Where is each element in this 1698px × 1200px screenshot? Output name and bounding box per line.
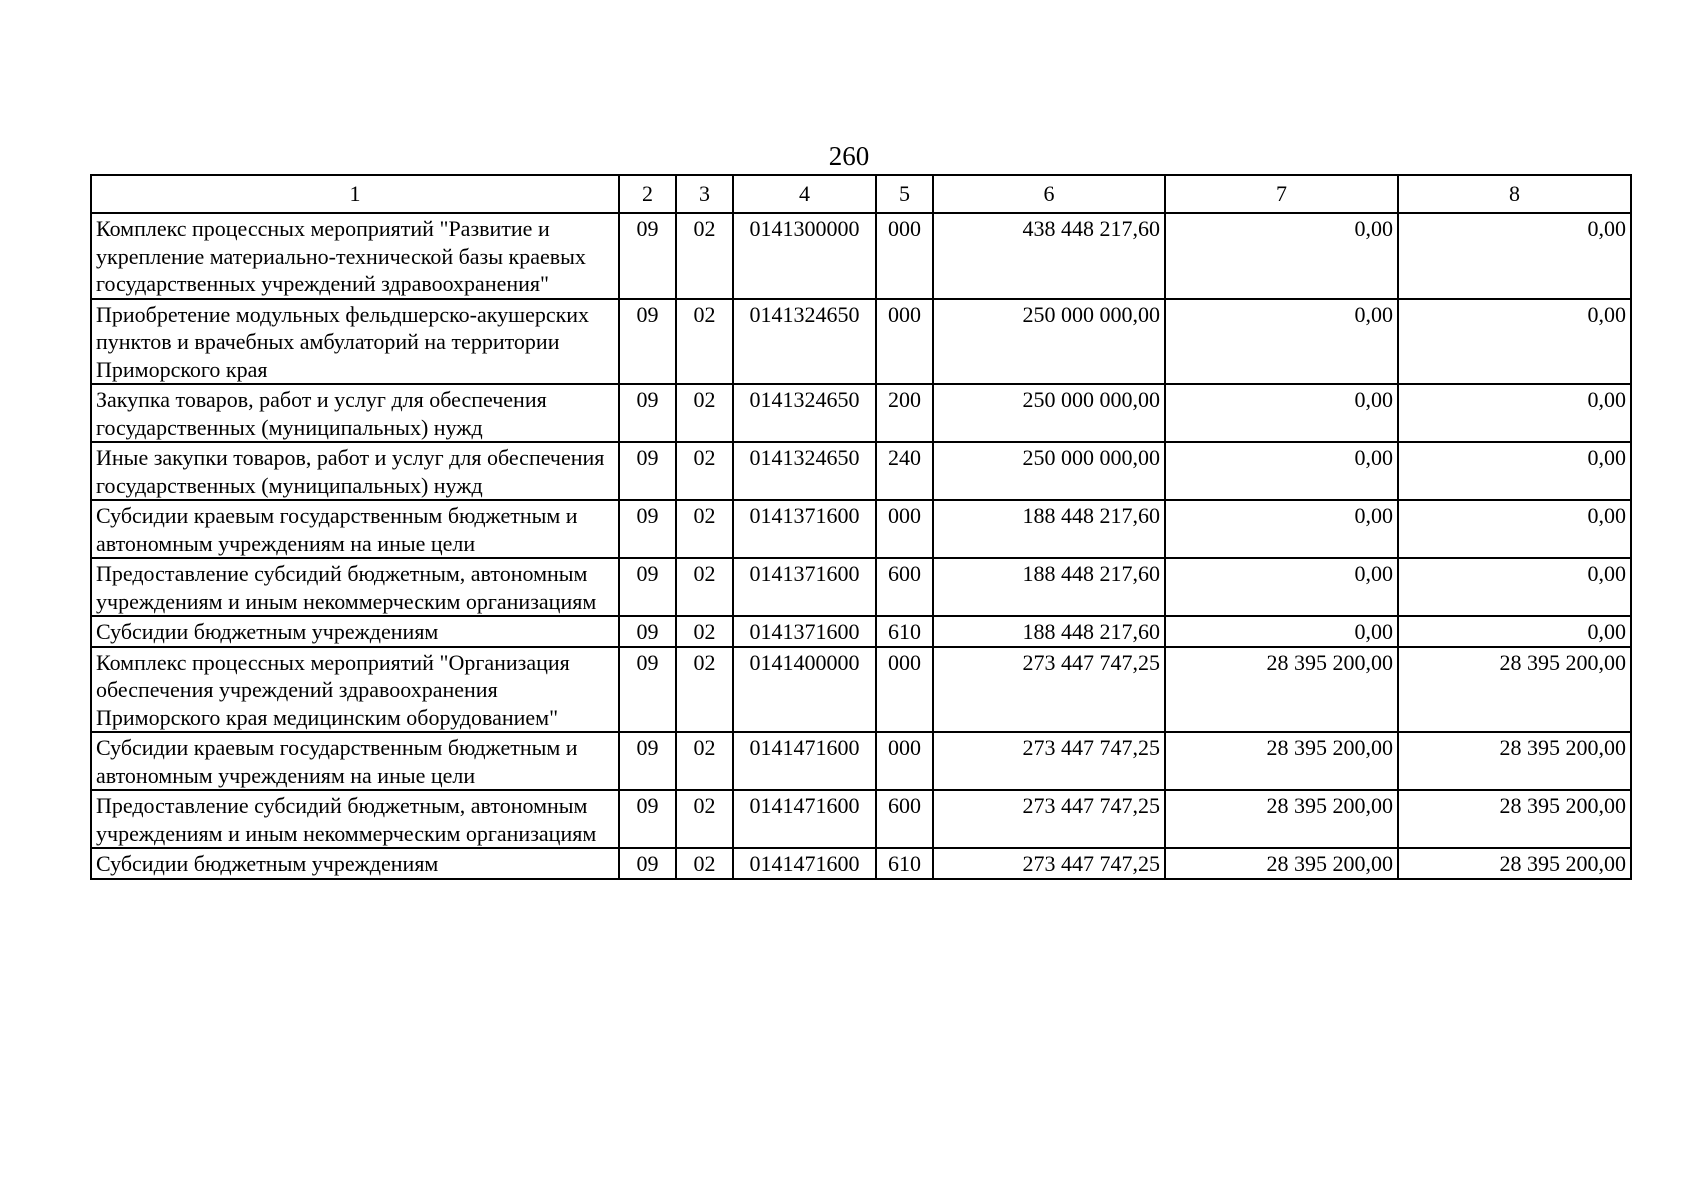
amount-col6-cell: 273 447 747,25 — [933, 790, 1165, 848]
amount-col7-cell: 0,00 — [1165, 616, 1398, 647]
page-number: 260 — [828, 141, 870, 171]
subsection-code-cell: 02 — [676, 790, 733, 848]
expense-type-cell: 610 — [876, 848, 933, 879]
target-article-cell: 0141471600 — [733, 790, 876, 848]
expense-type-cell: 000 — [876, 299, 933, 385]
amount-col7-cell: 0,00 — [1165, 442, 1398, 500]
column-header: 7 — [1165, 175, 1398, 213]
amount-col8-cell: 0,00 — [1398, 616, 1631, 647]
amount-col7-cell: 28 395 200,00 — [1165, 848, 1398, 879]
subsection-code-cell: 02 — [676, 558, 733, 616]
table-row — [91, 442, 1631, 500]
amount-col8-cell: 28 395 200,00 — [1398, 647, 1631, 733]
amount-col6-cell: 273 447 747,25 — [933, 647, 1165, 733]
table-row — [91, 384, 1631, 442]
subsection-code-cell: 02 — [676, 500, 733, 558]
expense-type-cell: 610 — [876, 616, 933, 647]
section-code-cell: 09 — [619, 213, 676, 299]
expense-type-cell: 000 — [876, 647, 933, 733]
table-row — [91, 848, 1631, 879]
row-name-cell: Субсидии бюджетным учреждениям — [91, 848, 619, 879]
section-code-cell: 09 — [619, 442, 676, 500]
target-article-cell: 0141324650 — [733, 384, 876, 442]
row-name-cell: Предоставление субсидий бюджетным, автономным учреждениям и иным некоммерческим организациям — [91, 790, 619, 848]
amount-col7-cell: 28 395 200,00 — [1165, 647, 1398, 733]
row-name-cell: Закупка товаров, работ и услуг для обеспечения государственных (муниципальных) нужд — [91, 384, 619, 442]
amount-col8-cell: 0,00 — [1398, 299, 1631, 385]
row-name-cell: Предоставление субсидий бюджетным, автономным учреждениям и иным некоммерческим организациям — [91, 558, 619, 616]
table-row — [91, 732, 1631, 790]
target-article-cell: 0141471600 — [733, 732, 876, 790]
subsection-code-cell: 02 — [676, 616, 733, 647]
subsection-code-cell: 02 — [676, 848, 733, 879]
amount-col8-cell: 28 395 200,00 — [1398, 790, 1631, 848]
amount-col8-cell: 0,00 — [1398, 558, 1631, 616]
target-article-cell: 0141400000 — [733, 647, 876, 733]
section-code-cell: 09 — [619, 732, 676, 790]
amount-col8-cell: 0,00 — [1398, 500, 1631, 558]
row-name-cell: Комплекс процессных мероприятий "Организация обеспечения учреждений здравоохранения Приморского края медицинским оборудованием" — [91, 647, 619, 733]
amount-col6-cell: 250 000 000,00 — [933, 299, 1165, 385]
amount-col6-cell: 273 447 747,25 — [933, 732, 1165, 790]
expense-type-cell: 000 — [876, 213, 933, 299]
amount-col6-cell: 250 000 000,00 — [933, 384, 1165, 442]
section-code-cell: 09 — [619, 384, 676, 442]
subsection-code-cell: 02 — [676, 384, 733, 442]
target-article-cell: 0141300000 — [733, 213, 876, 299]
column-header: 8 — [1398, 175, 1631, 213]
target-article-cell: 0141371600 — [733, 558, 876, 616]
amount-col7-cell: 28 395 200,00 — [1165, 790, 1398, 848]
amount-col7-cell: 28 395 200,00 — [1165, 732, 1398, 790]
row-name-cell: Комплекс процессных мероприятий "Развитие и укрепление материально-технической базы краевых государственных учреждений здравоохранения" — [91, 213, 619, 299]
target-article-cell: 0141371600 — [733, 616, 876, 647]
amount-col8-cell: 0,00 — [1398, 442, 1631, 500]
section-code-cell: 09 — [619, 790, 676, 848]
row-name-cell: Субсидии бюджетным учреждениям — [91, 616, 619, 647]
column-header: 5 — [876, 175, 933, 213]
row-name-cell: Приобретение модульных фельдшерско-акушерских пунктов и врачебных амбулаторий на территории Приморского края — [91, 299, 619, 385]
expense-type-cell: 200 — [876, 384, 933, 442]
target-article-cell: 0141471600 — [733, 848, 876, 879]
amount-col8-cell: 28 395 200,00 — [1398, 848, 1631, 879]
expense-type-cell: 600 — [876, 558, 933, 616]
subsection-code-cell: 02 — [676, 299, 733, 385]
amount-col6-cell: 250 000 000,00 — [933, 442, 1165, 500]
amount-col7-cell: 0,00 — [1165, 384, 1398, 442]
amount-col6-cell: 188 448 217,60 — [933, 616, 1165, 647]
column-header: 2 — [619, 175, 676, 213]
column-header: 4 — [733, 175, 876, 213]
subsection-code-cell: 02 — [676, 442, 733, 500]
header-row — [91, 175, 1631, 213]
target-article-cell: 0141371600 — [733, 500, 876, 558]
amount-col7-cell: 0,00 — [1165, 213, 1398, 299]
table-row — [91, 647, 1631, 733]
amount-col8-cell: 28 395 200,00 — [1398, 732, 1631, 790]
row-name-cell: Иные закупки товаров, работ и услуг для обеспечения государственных (муниципальных) нужд — [91, 442, 619, 500]
table-row — [91, 500, 1631, 558]
amount-col7-cell: 0,00 — [1165, 558, 1398, 616]
row-name-cell: Субсидии краевым государственным бюджетным и автономным учреждениям на иные цели — [91, 500, 619, 558]
amount-col7-cell: 0,00 — [1165, 299, 1398, 385]
expense-type-cell: 000 — [876, 500, 933, 558]
table-row — [91, 213, 1631, 299]
section-code-cell: 09 — [619, 558, 676, 616]
section-code-cell: 09 — [619, 848, 676, 879]
amount-col7-cell: 0,00 — [1165, 500, 1398, 558]
expense-type-cell: 000 — [876, 732, 933, 790]
amount-col6-cell: 438 448 217,60 — [933, 213, 1165, 299]
section-code-cell: 09 — [619, 647, 676, 733]
section-code-cell: 09 — [619, 616, 676, 647]
section-code-cell: 09 — [619, 299, 676, 385]
budget-table — [90, 174, 1632, 880]
column-header: 6 — [933, 175, 1165, 213]
subsection-code-cell: 02 — [676, 732, 733, 790]
subsection-code-cell: 02 — [676, 647, 733, 733]
amount-col8-cell: 0,00 — [1398, 384, 1631, 442]
amount-col8-cell: 0,00 — [1398, 213, 1631, 299]
expense-type-cell: 240 — [876, 442, 933, 500]
column-header: 3 — [676, 175, 733, 213]
target-article-cell: 0141324650 — [733, 442, 876, 500]
expense-type-cell: 600 — [876, 790, 933, 848]
row-name-cell: Субсидии краевым государственным бюджетным и автономным учреждениям на иные цели — [91, 732, 619, 790]
table-row — [91, 616, 1631, 647]
section-code-cell: 09 — [619, 500, 676, 558]
amount-col6-cell: 273 447 747,25 — [933, 848, 1165, 879]
amount-col6-cell: 188 448 217,60 — [933, 500, 1165, 558]
amount-col6-cell: 188 448 217,60 — [933, 558, 1165, 616]
table-row — [91, 299, 1631, 385]
column-header: 1 — [91, 175, 619, 213]
subsection-code-cell: 02 — [676, 213, 733, 299]
target-article-cell: 0141324650 — [733, 299, 876, 385]
table-row — [91, 558, 1631, 616]
table-row — [91, 790, 1631, 848]
